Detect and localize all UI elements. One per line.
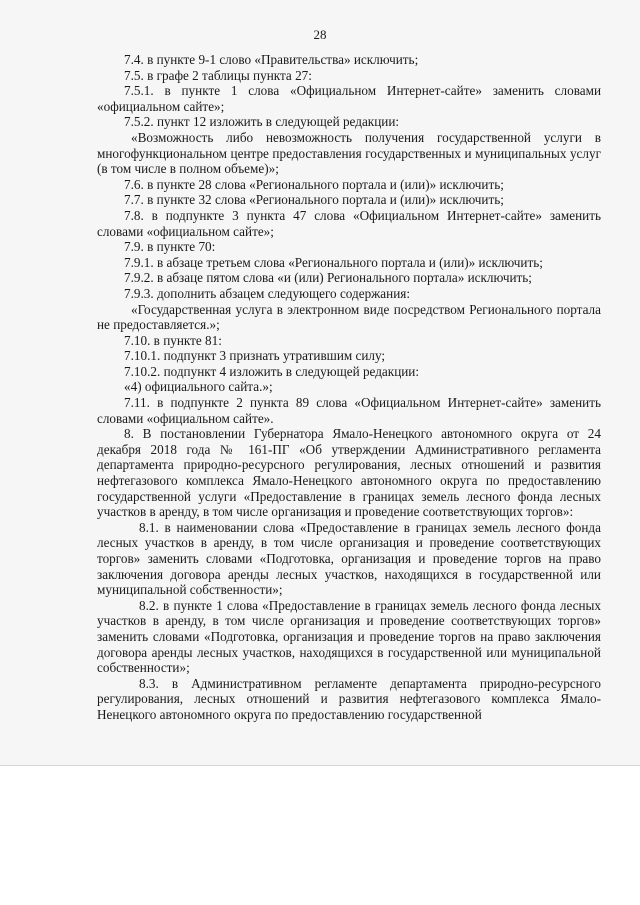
paragraph: 8.3. в Административном регламенте департамента природно-ресурсного регулирования, лесных отношений и развития нефтегазового комплекса Ямало-Ненецкого автономного округа по предоставлению государственной xyxy=(97,675,601,722)
paragraph: 7.9.3. дополнить абзацем следующего содержания: xyxy=(124,285,410,301)
page-number: 28 xyxy=(313,27,327,42)
paragraph: 7.4. в пункте 9-1 слово «Правительства» исключить; xyxy=(124,52,419,67)
paragraph: 7.6. в пункте 28 слова «Регионального портала и (или)» исключить; xyxy=(124,176,504,192)
quote-paragraph: «Возможность либо невозможность получения государственной услуги в многофункциональном центре предоставления государственных и муниципальных услуг (в том числе в полном объеме)»; xyxy=(97,129,601,177)
paragraph: 7.9. в пункте 70: xyxy=(124,239,216,255)
paragraph: 7.5.2. пункт 12 изложить в следующей редакции: xyxy=(124,114,400,130)
paragraph: 7.10.1. подпункт 3 признать утратившим силу; xyxy=(124,348,386,364)
paragraph: 7.8. в подпункте 3 пункта 47 слова «Официальном Интернет-сайте» заменить словами «официальном сайте»; xyxy=(97,207,601,239)
paragraph: 7.10. в пункте 81: xyxy=(124,332,222,348)
quote-paragraph: «4) официального сайта.»; xyxy=(124,379,273,395)
paragraph: 7.5.1. в пункте 1 слова «Официальном Интернет-сайте» заменить словами «официальном сайте»; xyxy=(97,83,601,114)
quote-paragraph: «Государственная услуга в электронном виде посредством Регионального портала не предоставляется.»; xyxy=(97,301,601,333)
document-body xyxy=(97,52,601,723)
paragraph: 7.9.2. в абзаце пятом слова «и (или) Регионального портала» исключить; xyxy=(124,270,532,286)
paragraph: 7.7. в пункте 32 слова «Регионального портала и (или)» исключить; xyxy=(124,192,504,208)
paragraph: 7.10.2. подпункт 4 изложить в следующей редакции: xyxy=(124,363,420,379)
paragraph: 8. В постановлении Губернатора Ямало-Ненецкого автономного округа от 24 декабря 2018 года № 161-ПГ «Об утверждении Административного регламента департамента природно-ресурсного регулирования, лесных отношений и развития нефтегазового комплекса Ямало-Ненецкого автономного округа по предоставлению государственной услуги «Предоставление в границах земель лесного фонда лесных участков в аренду, в том числе организация и проведение соответствующих торгов»: xyxy=(97,426,601,520)
paragraph: 8.1. в наименовании слова «Предоставление в границах земель лесного фонда лесных участков в аренду, в том числе организация и проведение соответствующих торгов» заменить словами «Подготовка, организация и проведение торгов на право заключения договора аренды лесных участков, находящихся в государственной или муниципальной собственности»; xyxy=(97,519,601,598)
paragraph: 7.5. в графе 2 таблицы пункта 27: xyxy=(124,67,312,83)
paragraph: 7.9.1. в абзаце третьем слова «Регионального портала и (или)» исключить; xyxy=(124,254,543,270)
paragraph: 7.11. в подпункте 2 пункта 89 слова «Официальном Интернет-сайте» заменить словами «официальном сайте». xyxy=(97,395,601,426)
paragraph: 8.2. в пункте 1 слова «Предоставление в границах земель лесного фонда лесных участков в аренду, в том числе организация и проведение соответствующих торгов» заменить словами «Подготовка, организация и проведение торгов на право заключения договора аренды лесных участков, находящихся в государственной или муниципальной собственности»; xyxy=(97,597,601,676)
